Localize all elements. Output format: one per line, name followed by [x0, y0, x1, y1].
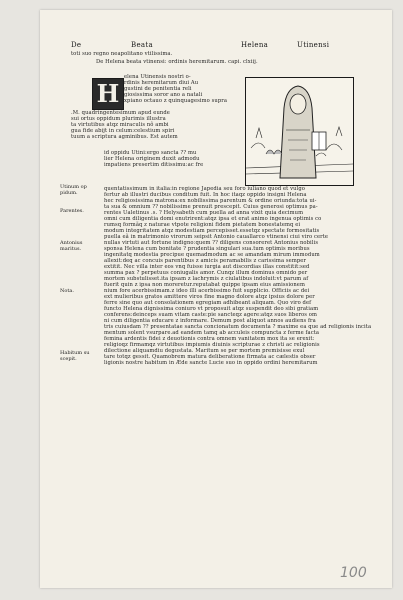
text-line: gustini de penitentia reli [124, 86, 192, 92]
marginal-note-utinum: Utinum op pidum. [60, 184, 87, 196]
text-line: conferens:deinceps suam vitam caste:pie sancteqz agere:atqz suos liberos om [104, 312, 318, 318]
text-line: toti suo regno neapolitano vtilissima. [71, 51, 173, 57]
header-word-de: De [71, 41, 82, 49]
text-line: nium fore acerbissimam.z ideo illi acerbissimo fuit supplicio. Officiis ac dei [104, 288, 310, 294]
text-line: extitit. Nec villa inter eos vnq fuisse iurgia aut discordias illas constitit:sed [104, 264, 310, 270]
text-line: ta virtutibus atqz miraculis nõ ambi [71, 122, 169, 128]
text-line: lier Helena originem duxit admodu [104, 156, 200, 162]
text-line: allexit:deq ac concuis parentibus z amicis peramabilis z carissima semper [104, 258, 307, 264]
header-word-beata: Beata [131, 41, 153, 49]
chapter-heading: De Helena beata vtinensi: ordinis heremitarum. capi. clxiij. [96, 59, 258, 65]
text-line: gua fide abijt in celum:celestium spiri [71, 128, 175, 134]
text-line: ext mulieribus gratos amittere viros fine magno dolore atqz ipsius dolore per [104, 294, 315, 300]
marginal-note-nota: Nota. [60, 288, 74, 294]
text-line: .M. quadringentesimum apud eunde [71, 110, 170, 116]
text-line: nullas virtuti aut fortune indigno:quem ?? diligens consoreret Antonius nobilis [104, 240, 319, 246]
saint-woodcut-illustration [245, 77, 354, 186]
text-line: impatiens presertim ditissimu:ac fre [104, 162, 204, 168]
text-line: ingenitatq modestia precipue quemadmodum ac se amandam mirum immodum [104, 252, 320, 258]
text-line: mentum solent vsurpare.ad eandem tamq ab acculeis compuncta z ferme facta [104, 330, 320, 336]
woodcut-figure-icon [246, 78, 353, 185]
text-line: sponsa Helena cum bonitate ? prudentia singulari sua.tum optimis moribus [104, 246, 310, 252]
text-line: rumsq formãq z naturae vtpote religioni fidem pietatem bonestatemq ei [104, 222, 301, 228]
text-line: xpiano octauo z quinquagesimo supra [124, 98, 228, 104]
text-line: hec religiosissima matrona:ex nobilissima parentum & ordine oriunda:tota ui- [104, 198, 317, 204]
text-line: ligionis nostre habitum in Æde sancte Lucie suo in oppido ordini heremitarum [104, 360, 318, 366]
text-line: fuerit quin z ipsa non moreretur.reputabat quippe ipsam eius amissionem [104, 282, 305, 288]
text-line: quentatissimum in italia:in regione Japedia seu foro iuliano quod et vulgo [104, 186, 305, 192]
text-line: femina ardentis fidei z deuotionis contra omnem vanitatem mox ita se erexit: [104, 336, 315, 342]
marginal-note-parentes: Parentes. [60, 208, 84, 214]
text-line: tare totqz gessit. Quamobrem matura deliberatione firmata ac cælestis obser [104, 354, 316, 360]
decorated-initial: H [92, 78, 124, 110]
text-line: elena Utinensis nostri o- [124, 74, 191, 80]
header-word-helena: Helena [241, 41, 269, 49]
text-line: tuum a scriptura agminibus. Est autem [71, 134, 178, 140]
text-line: religioqz firmamqz virtutibus impiumis diuinis scripturae z christi ac religionis [104, 342, 320, 348]
text-line: rdinis heremitarum diui Au [124, 80, 199, 86]
text-line: modum integritatem atqz modestiam percepisset.essetqz spectate formositatis [104, 228, 320, 234]
text-line: summa pax ? perpetuus coniugalis amor. Cunqz illum dominus omnido per [104, 270, 308, 276]
pencil-page-number: 100 [340, 565, 367, 581]
text-line: dilectione aliquamdiu degustata. Maritum se per mortem premisisse exul [104, 348, 305, 354]
text-line: ta sua & omnium ?? nobilissime prenuit prescepit. Cuius generosi optimus pa- [104, 204, 318, 210]
text-line: puella eã in matrimonio virorum seipsit Antonio cauallarco vtinensi ciui viro certe [104, 234, 329, 240]
text-line: ferre sine quo aut consolationem egregiam adhibeant aliquam. Quo viro def [104, 300, 312, 306]
text-line: functo Helena dignissima coniuro vt proposuit atqz suspendit deo sibi gratiam [104, 306, 319, 312]
text-line: id oppidu Utini:ergo sancta ?? mu [104, 150, 197, 156]
header-word-utinensi: Utinensi [297, 41, 330, 49]
text-line: mortem substulisset.ita ipsam z lachrymis z ciulatibus indoluit:vt parum af [104, 276, 309, 282]
text-line: rentes Ualetinus .s. ? Helysabeth cum puella ad anna vixit quia decimum [104, 210, 304, 216]
text-line: sui ortus oppidum plurimis illustra [71, 116, 166, 122]
text-line: giosissima soror ano a natali [124, 92, 203, 98]
marginal-note-antonius: Antonius maritus. [60, 240, 83, 252]
text-line: omni cum diligentia domi enutrirent:atqz ipsa et erat animo ingenua optimis co [104, 216, 322, 222]
text-line: ni cum diligentia educare z informare. Demum post aliquot annos audiens fra [104, 318, 316, 324]
text-line: tris cuiusdam ?? presentatae sancta concionatum documenta ? maxime ea que ad religionis incita [104, 324, 372, 330]
marginal-note-habitum: Habitum su scepit. [60, 350, 90, 362]
text-line: fertur ab illustri ducibus conditum fuit. In hoc itaqz oppido insigni Helena [104, 192, 307, 198]
